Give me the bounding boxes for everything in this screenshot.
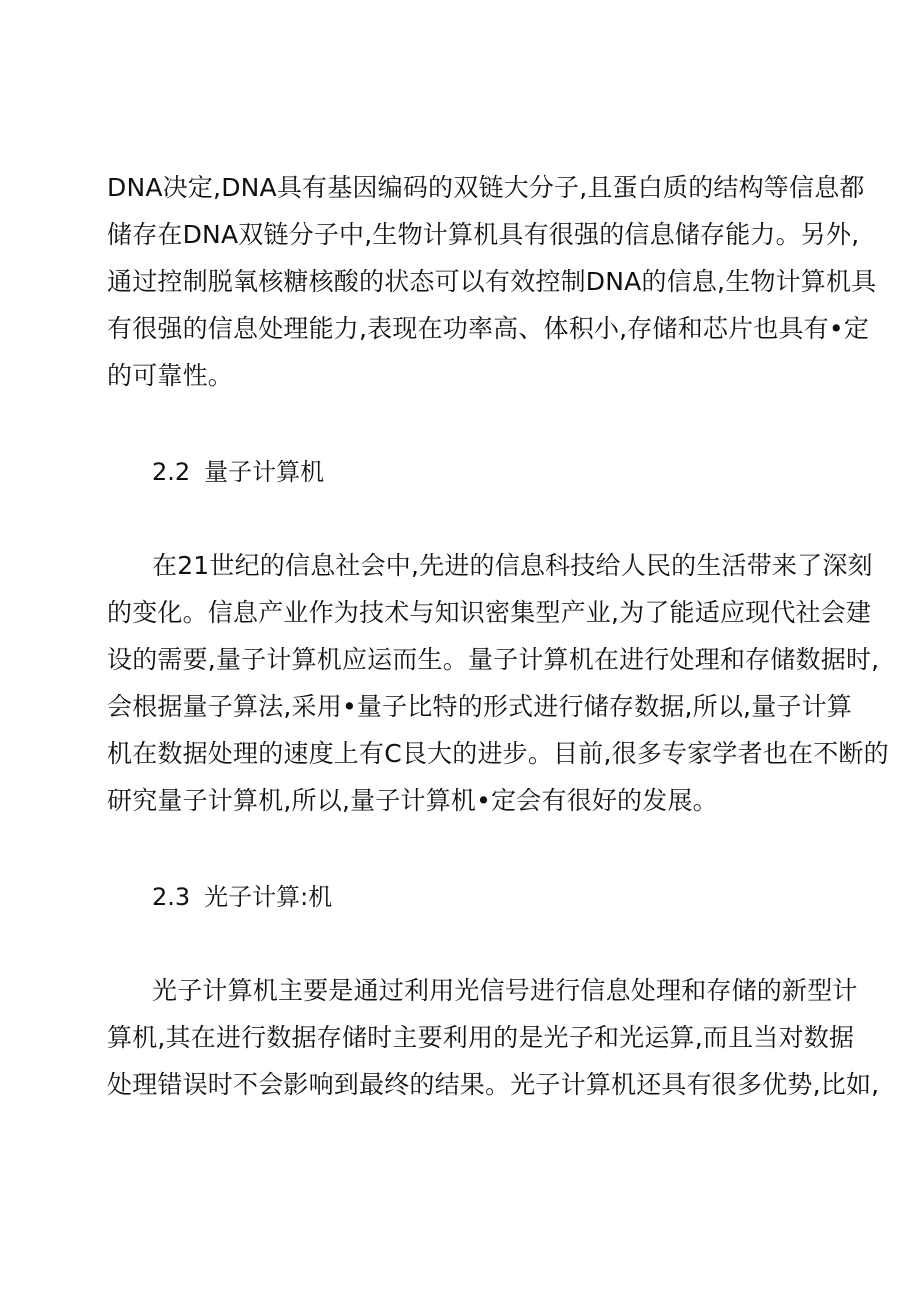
- section-title: 光子计算:机: [204, 883, 333, 911]
- paragraph-3-line-1: 光子计算机主要是通过利用光信号进行信息处理和存储的新型计: [152, 976, 858, 1005]
- section-heading-2-3: [152, 881, 332, 913]
- paragraph-2-line-4: 会根据量子算法,采用•量子比特的形式进行储存数据,所以,量子计算: [107, 692, 852, 721]
- paragraph-2-line-1: 在21世纪的信息社会中,先进的信息科技给人民的生活带来了深刻: [152, 551, 873, 580]
- paragraph-3-line-3: 处理错误时不会影响到最终的结果。光子计算机还具有很多优势,比如,: [107, 1070, 880, 1099]
- paragraph-1-line-4: 有很强的信息处理能力,表现在功率高、体积小,存储和芯片也具有•定: [107, 314, 870, 343]
- paragraph-3-line-2: 算机,其在进行数据存储时主要利用的是光子和光运算,而且当对数据: [107, 1023, 855, 1052]
- section-number: 2.3: [152, 883, 191, 911]
- section-heading-2-2: [152, 456, 324, 488]
- paragraph-2-line-5: 机在数据处理的速度上有C艮大的进步。目前,很多专家学者也在不断的: [107, 739, 889, 768]
- paragraph-1-line-3: 通过控制脱氧核糖核酸的状态可以有效控制DNA的信息,生物计算机具: [107, 267, 877, 296]
- paragraph-1-line-1: DNA决定,DNA具有基因编码的双链大分子,且蛋白质的结构等信息都: [107, 173, 865, 202]
- paragraph-2-line-3: 设的需要,量子计算机应运而生。量子计算机在进行处理和存储数据时,: [107, 645, 880, 674]
- paragraph-2-line-6: 研究量子计算机,所以,量子计算机•定会有很好的发展。: [107, 786, 718, 815]
- paragraph-1-line-2: 储存在DNA双链分子中,生物计算机具有很强的信息储存能力。另外,: [107, 220, 860, 249]
- paragraph-2-line-2: 的变化。信息产业作为技术与知识密集型产业,为了能适应现代社会建: [107, 598, 872, 627]
- section-title: 量子计算机: [204, 458, 325, 486]
- paragraph-1-line-5: 的可靠性。: [107, 361, 234, 390]
- section-number: 2.2: [152, 458, 191, 486]
